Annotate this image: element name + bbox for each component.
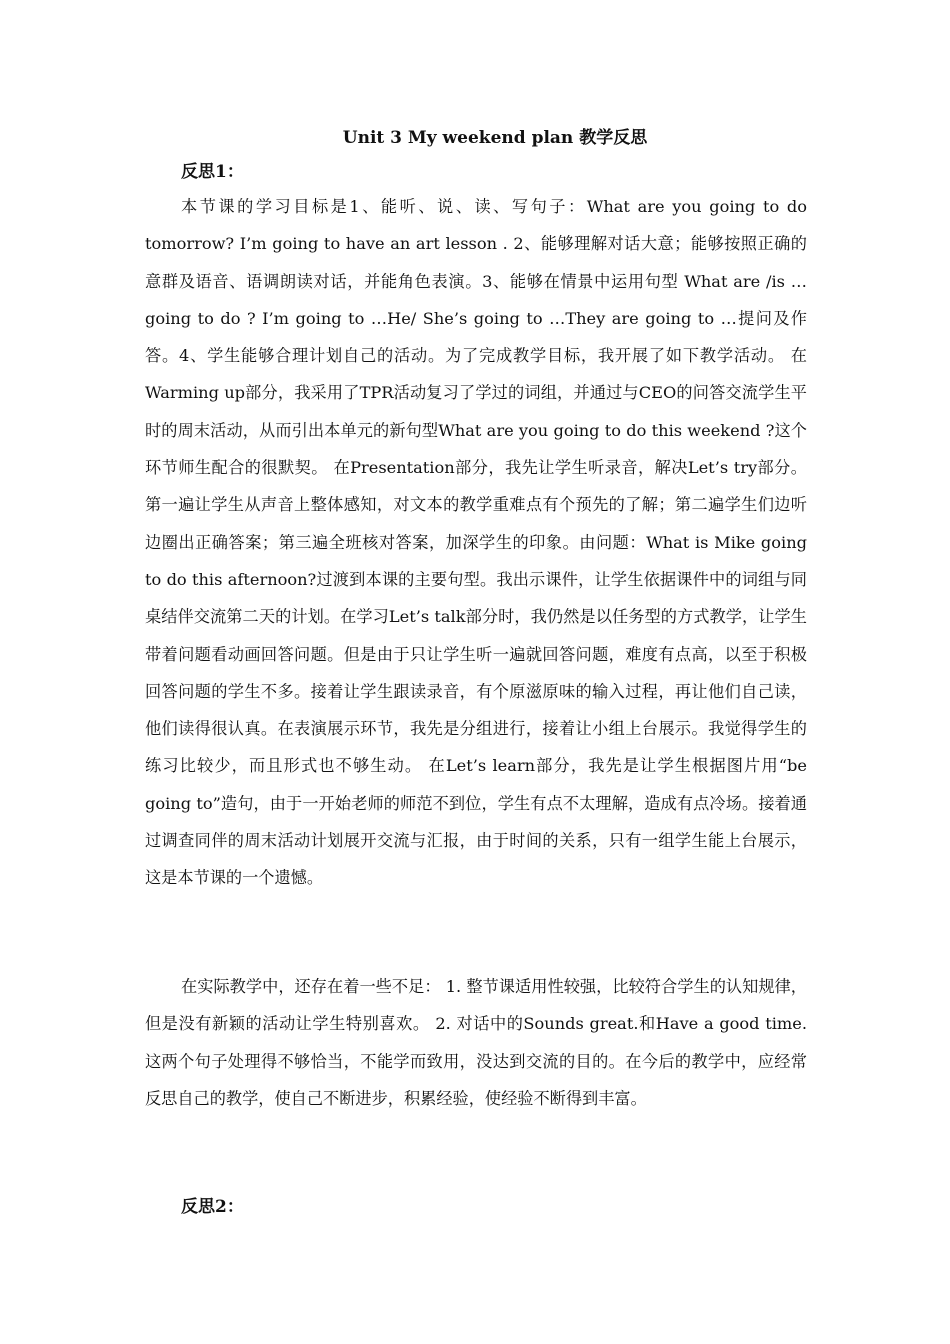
section-heading-reflection-1: 反思1： (181, 162, 244, 182)
reflection-1-paragraph-2: 在实际教学中，还存在着一些不足： 1. 整节课适用性较强，比较符合学生的认知规律，但是没有新颖的活动让学生特别喜欢。 2. 对话中的Sounds great.和Have a good time.这两个句子处理得不够恰当，不能学而致用，没达到交流的目的。在今后的教学中，应经常反思自己的教学，使自己不断进步，积累经验，使经验不断得到丰富。 (145, 977, 807, 1108)
reflection-1-paragraph-1: 本节课的学习目标是1、能听、说、读、写句子：What are you going to do tomorrow? I’m going to have an art lesson . 2、能够理解对话大意；能够按照正确的意群及语音、语调朗读对话，并能角色表演。3、能够在情景中运用句型 What are /is …going to do ? I’m going to …He/ She’s going to …They are going to …提问及作答。4、学生能够合理计划自己的活动。为了完成教学目标，我开展了如下教学活动。 在Warming up部分，我采用了TPR活动复习了学过的词组，并通过与CEO的问答交流学生平时的周末活动，从而引出本单元的新句型What are you going to do this weekend ?这个环节师生配合的很默契。 在Presentation部分，我先让学生听录音，解决Let’s try部分。第一遍让学生从声音上整体感知，对文本的教学重难点有个预先的了解；第二遍学生们边听边圈出正确答案；第三遍全班核对答案，加深学生的印象。由问题：What is Mike going to do this afternoon?过渡到本课的主要句型。我出示课件，让学生依据课件中的词组与同桌结伴交流第二天的计划。在学习Let’s talk部分时，我仍然是以任务型的方式教学，让学生带着问题看动画回答问题。但是由于只让学生听一遍就回答问题，难度有点高，以至于积极回答问题的学生不多。接着让学生跟读录音，有个原滋原味的输入过程，再让他们自己读，他们读得很认真。在表演展示环节，我先是分组进行，接着让小组上台展示。我觉得学生的练习比较少，而且形式也不够生动。 在Let’s learn部分，我先是让学生根据图片用“be going to”造句，由于一开始老师的师范不到位，学生有点不太理解，造成有点冷场。接着通过调查同伴的周末活动计划展开交流与汇报，由于时间的关系，只有一组学生能上台展示，这是本节课的一个遗憾。 (145, 197, 807, 888)
document-title: Unit 3 My weekend plan 教学反思 (342, 128, 648, 148)
section-heading-reflection-2: 反思2： (181, 1197, 244, 1217)
